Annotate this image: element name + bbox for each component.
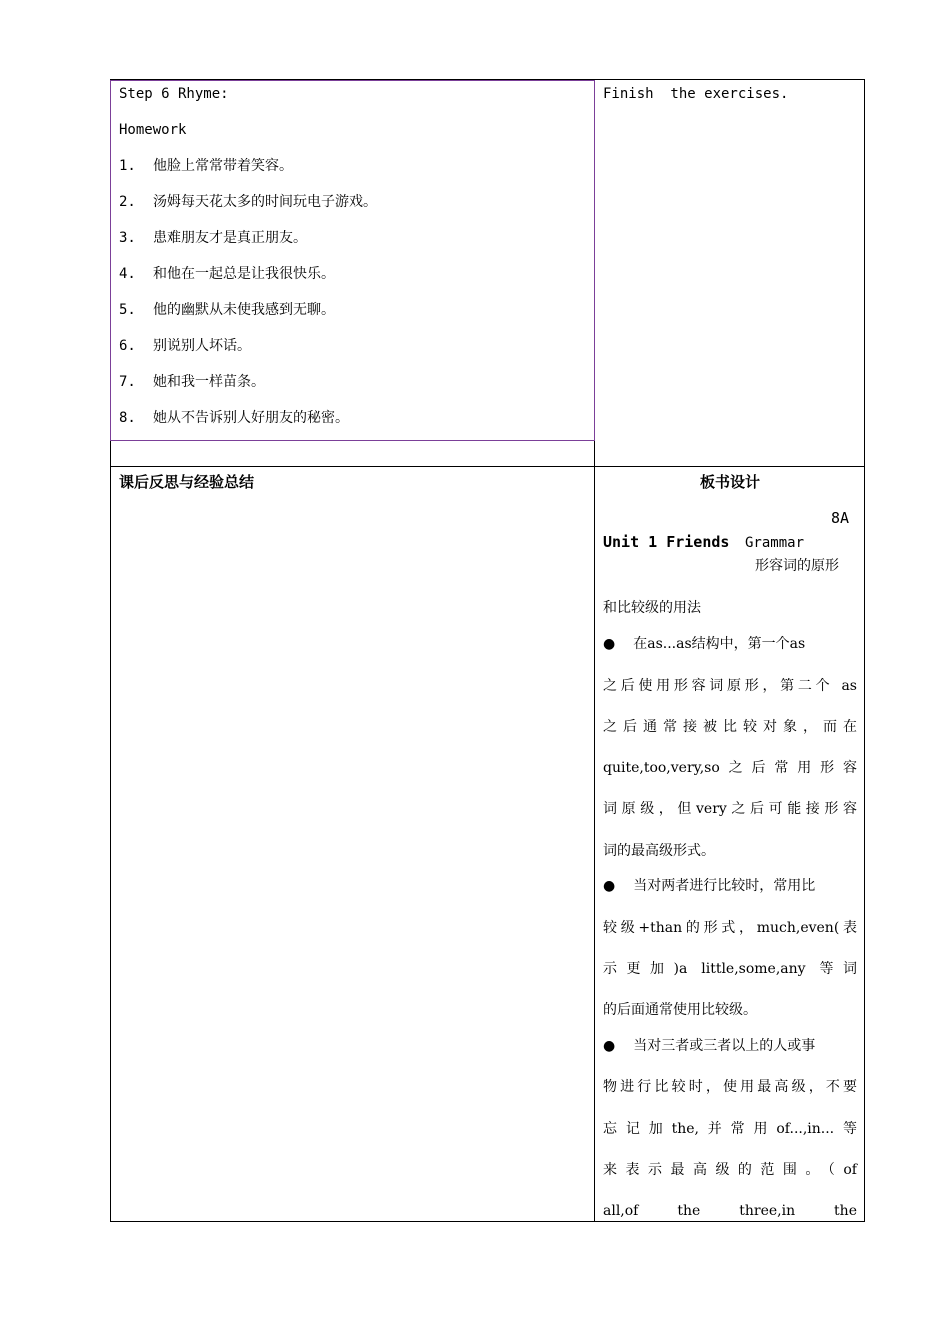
item-text: 别说别人坏话。 (153, 338, 251, 354)
topic-label: Grammar (745, 535, 805, 551)
item-text: 她和我一样苗条。 (153, 374, 265, 390)
bullet-text: 在as...as结构中，第一个as (633, 636, 806, 652)
bullet-text: 当对三者或三者以上的人或事 (633, 1038, 816, 1054)
grade-label: 8A (831, 509, 850, 527)
item-number: 7. (119, 374, 136, 390)
homework-item (119, 301, 335, 319)
item-number: 5. (119, 302, 136, 318)
bullet-1-line: 之后通常接被比较对象，而在 (603, 719, 857, 735)
board-design-heading: 板书设计 (699, 473, 760, 491)
item-text: 他脸上常常带着笑容。 (153, 158, 293, 174)
item-number: 1. (119, 158, 136, 174)
bullet-text: 当对两者进行比较时，常用比 (633, 878, 816, 894)
homework-item (119, 337, 251, 355)
item-text: 她从不告诉别人好朋友的秘密。 (153, 410, 349, 426)
subtitle-line-1: 形容词的原形 (755, 558, 839, 574)
bullet-2-line (603, 877, 857, 895)
bullet-3-line: all,of the three,in the (603, 1203, 857, 1219)
bullet-1-line: quite,too,very,so之后常用形容 (603, 760, 857, 776)
homework-item (119, 157, 293, 175)
item-text: 他的幽默从未使我感到无聊。 (153, 302, 335, 318)
bullet-1-line (603, 635, 857, 653)
subtitle-line-2: 和比较级的用法 (603, 600, 701, 616)
homework-item (119, 409, 349, 427)
bullet-1-line: 词原级，但very之后可能接形容 (603, 801, 857, 817)
homework-label: Homework (119, 122, 187, 138)
item-text: 和他在一起总是让我很快乐。 (153, 266, 335, 282)
homework-item (119, 373, 265, 391)
bullet-2-line: 的后面通常使用比较级。 (603, 1002, 757, 1018)
item-number: 4. (119, 266, 136, 282)
item-number: 6. (119, 338, 136, 354)
unit-title: Unit 1 Friends (603, 533, 730, 551)
bullet-3-line: 物进行比较时，使用最高级，不要 (603, 1079, 857, 1095)
bullet-3-line: 来表示最高级的范围。（of (603, 1162, 857, 1178)
homework-item (119, 193, 377, 211)
bullet-2-line: 示更加)a little,some,any 等词 (603, 961, 857, 977)
bullet-2-line: 较级+than的形式，much,even(表 (603, 920, 857, 936)
bullet-3-line (603, 1037, 857, 1055)
step-title: Step 6 Rhyme: (119, 86, 229, 102)
item-text: 汤姆每天花太多的时间玩电子游戏。 (153, 194, 377, 210)
bullet-1-line: 之后使用形容词原形，第二个 as (603, 678, 857, 694)
bullet-icon: ● (603, 1038, 616, 1054)
homework-item (119, 265, 335, 283)
bullet-3-line: 忘记加the,并常用of...,in...等 (603, 1121, 857, 1137)
item-number: 2. (119, 194, 136, 210)
item-text: 患难朋友才是真正朋友。 (153, 230, 307, 246)
bullet-icon: ● (603, 878, 616, 894)
item-number: 3. (119, 230, 136, 246)
top-right-text: Finish the exercises. (603, 86, 789, 102)
reflection-heading: 课后反思与经验总结 (119, 473, 255, 491)
item-number: 8. (119, 410, 136, 426)
bullet-icon: ● (603, 636, 616, 652)
homework-item (119, 229, 307, 247)
bullet-1-line: 词的最高级形式。 (603, 843, 715, 859)
row-divider (110, 466, 865, 467)
